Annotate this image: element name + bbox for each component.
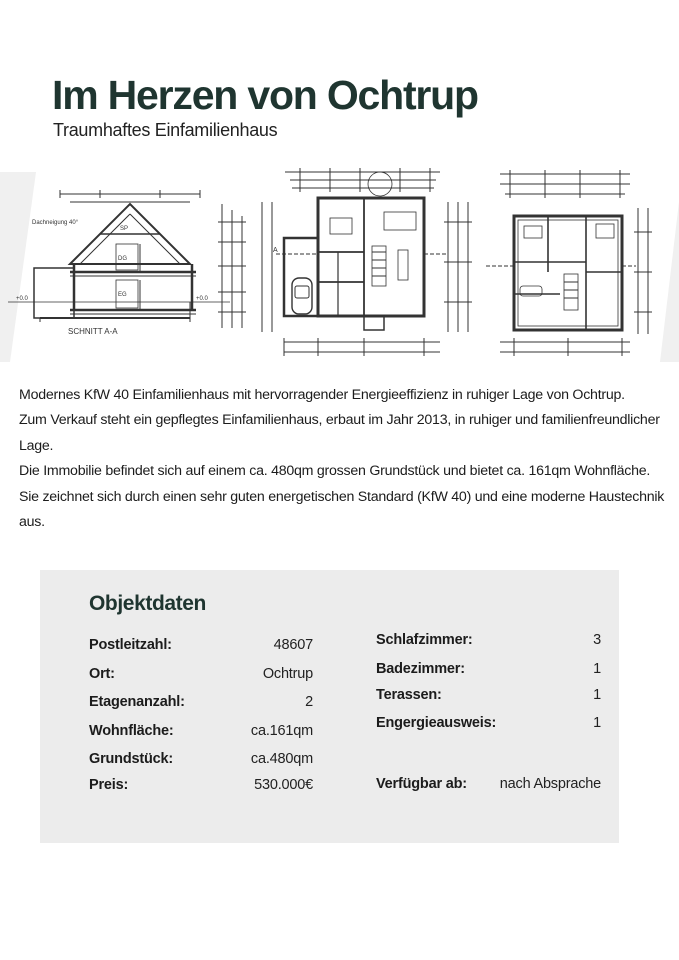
row-label: Badezimmer: (376, 661, 465, 677)
description (19, 383, 674, 535)
section-marker-a: A (273, 247, 278, 254)
row-label: Preis: (89, 777, 129, 793)
section-label: SCHNITT A-A (68, 327, 118, 336)
roof-pitch-label: Dachneigung 40° (32, 220, 79, 226)
row-value: 530.000€ (254, 777, 313, 793)
data-row-etagenanzahl (89, 694, 313, 714)
row-label: Ort: (89, 666, 115, 682)
data-row-terassen (376, 687, 601, 707)
objektdaten-box (40, 570, 619, 843)
row-label: Schlafzimmer: (376, 632, 473, 648)
row-value: 1 (593, 687, 601, 703)
row-value: 2 (305, 694, 313, 710)
row-label: Engergieausweis: (376, 715, 497, 731)
data-row-badezimmer (376, 661, 601, 681)
page-title: Im Herzen von Ochtrup (52, 72, 478, 118)
level-right-label: +0.0 (196, 296, 208, 302)
floor-plans-image (0, 162, 679, 370)
dg-label: DG (118, 256, 127, 262)
row-label: Terassen: (376, 687, 442, 703)
data-row-ort (89, 666, 313, 686)
description-paragraph: Modernes KfW 40 Einfamilienhaus mit hervorragender Energieeffizienz in ruhiger Lage von Ochtrup. (19, 387, 625, 403)
row-label: Wohnfläche: (89, 723, 174, 739)
data-row-grundstueck (89, 751, 313, 771)
row-label: Grundstück: (89, 751, 173, 767)
objektdaten-title: Objektdaten (89, 592, 206, 615)
data-row-wohnflaeche (89, 723, 313, 743)
description-paragraph: Die Immobilie befindet sich auf einem ca. 480qm grossen Grundstück und bietet ca. 161qm Wohnfläche. (19, 463, 651, 480)
row-value: 1 (593, 661, 601, 677)
row-value: ca.161qm (250, 723, 313, 739)
eg-label: EG (118, 292, 127, 298)
sp-label: SP (120, 226, 129, 232)
page-subtitle: Traumhaftes Einfamilienhaus (53, 120, 278, 140)
row-value: 1 (593, 715, 601, 731)
description-paragraph: Sie zeichnet sich durch einen sehr guten energetischen Standard (KfW 40) und eine moderne Haustechnik aus. (19, 488, 665, 531)
row-value: 48607 (273, 637, 313, 653)
row-label: Postleitzahl: (89, 637, 172, 653)
description-paragraph: Zum Verkauf steht ein gepflegtes Einfamilienhaus, erbaut im Jahr 2013, in ruhiger und familienfreundlicher Lage. (19, 412, 660, 454)
data-row-verfuegbar (376, 776, 601, 796)
data-row-schlafzimmer (376, 632, 601, 652)
row-label: Verfügbar ab: (376, 776, 467, 792)
row-value: nach Absprache (499, 776, 601, 792)
data-row-preis (89, 777, 313, 797)
data-row-postleitzahl (89, 637, 313, 657)
level-left-label: +0.0 (16, 296, 28, 302)
row-value: 3 (593, 632, 601, 648)
data-row-energieausweis (376, 715, 601, 735)
row-value: ca.480qm (250, 751, 313, 767)
row-label: Etagenanzahl: (89, 694, 185, 710)
row-value: Ochtrup (262, 666, 313, 682)
